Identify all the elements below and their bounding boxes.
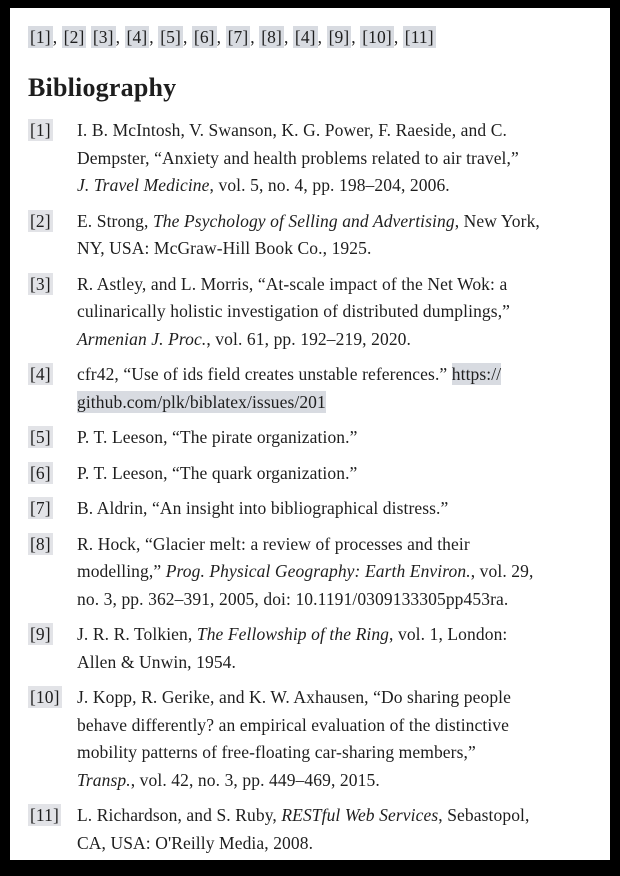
bibliography-entry [28, 621, 596, 676]
entry-label-cell [28, 208, 77, 236]
text-segment: Armenian J. Proc. [77, 328, 207, 349]
entry-text [77, 495, 596, 523]
entry-text-line [77, 649, 596, 677]
text-segment: , vol. 29, [470, 561, 534, 581]
entry-label-cell [28, 621, 77, 649]
text-segment: R. Astley, and L. Morris, “At-scale impact of the Net Wok: a [77, 273, 508, 294]
entry-label-link[interactable]: [11] [30, 805, 59, 825]
text-segment: culinarically holistic investigation of distributed dumplings,” [77, 301, 511, 321]
entry-label-link[interactable]: [3] [30, 273, 51, 294]
text-segment: modelling,” [77, 561, 166, 581]
text-segment: P. T. Leeson, “The pirate organization.” [77, 427, 358, 447]
entry-text-line [77, 802, 596, 830]
text-segment: RESTful Web Services [281, 805, 439, 825]
citation-ref-link[interactable]: [2] [63, 27, 85, 47]
text-segment: J. Travel Medicine [77, 175, 210, 195]
text-segment: , Sebastopol, [438, 805, 530, 825]
entry-text [77, 621, 596, 676]
entry-text-line [77, 739, 596, 767]
entry-text [77, 117, 596, 200]
text-segment: , vol. 5, no. 4, pp. 198–204, 2006. [209, 175, 450, 195]
citation-line [28, 24, 596, 50]
document-page [10, 8, 610, 860]
text-segment: behave differently? an empirical evaluation of the distinctive [77, 714, 510, 735]
entry-text-line [77, 271, 596, 299]
entry-label-cell [28, 271, 77, 299]
bibliography-entry [28, 117, 596, 200]
citation-ref-link[interactable]: [9] [328, 27, 350, 47]
bibliography-entry [28, 531, 596, 614]
text-segment: Dempster, “Anxiety and health problems related to air travel,” [77, 147, 519, 168]
citation-ref-link[interactable]: [4] [126, 27, 148, 47]
entry-text-line [77, 531, 596, 559]
bibliography-entry [28, 271, 596, 354]
text-segment: J. Kopp, R. Gerike, and K. W. Axhausen, “Do sharing people [77, 687, 511, 707]
bibliography-entry [28, 361, 596, 416]
citation-separator: , [393, 27, 403, 47]
citation-ref-link[interactable]: [7] [227, 27, 249, 47]
citation-ref-link[interactable]: [6] [193, 27, 215, 47]
citation-ref-link[interactable]: [4] [294, 27, 316, 47]
text-segment: , vol. 42, no. 3, pp. 449–469, 2015. [130, 769, 380, 790]
citation-ref-link[interactable]: [8] [261, 27, 282, 47]
text-segment: Allen & Unwin, 1954. [77, 651, 237, 672]
entry-text-line [77, 145, 596, 173]
entry-label-link[interactable]: [9] [30, 624, 51, 644]
entry-text-line [77, 235, 596, 263]
citation-separator: , [250, 27, 260, 47]
entry-label-link[interactable]: [6] [30, 462, 51, 483]
entry-label-link[interactable]: [7] [30, 498, 51, 518]
text-segment: The Psychology of Selling and Advertising [152, 210, 455, 231]
entry-label-link[interactable]: [10] [30, 687, 60, 707]
entry-text-line [77, 586, 596, 614]
entry-text [77, 531, 596, 614]
citation-separator: , [52, 27, 62, 47]
entry-label-cell [28, 802, 77, 830]
entry-text-line [77, 361, 596, 389]
entry-text-line [77, 558, 596, 586]
text-segment: Transp. [77, 769, 131, 790]
entry-label-cell [28, 460, 77, 488]
entry-text-line [77, 172, 596, 200]
citation-separator: , [115, 27, 125, 47]
entry-url-link[interactable]: https:// [451, 364, 502, 384]
entry-label-cell [28, 117, 77, 145]
entry-text-line [77, 424, 596, 452]
entry-text-line [77, 830, 596, 858]
entry-text-line [77, 389, 596, 417]
text-segment: R. Hock, “Glacier melt: a review of processes and their [77, 533, 470, 554]
entry-label-link[interactable]: [5] [30, 427, 51, 447]
citation-ref-link[interactable]: [5] [160, 27, 181, 47]
entry-text-line [77, 621, 596, 649]
text-segment: no. 3, pp. 362–391, 2005, doi: 10.1191/0309133305pp453ra. [77, 588, 509, 609]
entry-text [77, 271, 596, 354]
bibliography-list [28, 117, 596, 857]
entry-text [77, 460, 596, 488]
entry-text-line [77, 712, 596, 740]
citation-ref-link[interactable]: [10] [362, 27, 392, 47]
entry-label-cell [28, 684, 77, 712]
citation-separator: , [149, 27, 159, 47]
citation-separator: , [351, 27, 361, 47]
text-segment: CA, USA: O'Reilly Media, 2008. [77, 832, 314, 853]
citation-ref-link[interactable]: [11] [404, 27, 434, 47]
entry-text-line [77, 684, 596, 712]
citation-separator: , [317, 27, 327, 47]
text-segment: , New York, [454, 210, 540, 231]
entry-label-cell [28, 495, 77, 523]
text-segment: The Fellowship of the Ring [196, 624, 390, 644]
bibliography-entry [28, 460, 596, 488]
citation-ref-link[interactable]: [1] [30, 27, 51, 47]
entry-text [77, 684, 596, 794]
citation-ref-link[interactable]: [3] [92, 27, 114, 47]
entry-label-link[interactable]: [2] [30, 210, 51, 231]
citation-separator: , [283, 27, 293, 47]
text-segment: I. B. McIntosh, V. Swanson, K. G. Power, F. Raeside, and C. [77, 120, 507, 140]
entry-label-link[interactable]: [1] [30, 120, 51, 140]
bibliography-entry [28, 684, 596, 794]
entry-text [77, 802, 596, 857]
entry-label-link[interactable]: [4] [30, 364, 51, 384]
text-segment: E. Strong, [77, 210, 153, 231]
entry-label-cell [28, 531, 77, 559]
entry-label-cell [28, 361, 77, 389]
citation-separator: , [182, 27, 192, 47]
entry-text-line [77, 117, 596, 145]
text-segment: NY, USA: McGraw-Hill Book Co., 1925. [77, 238, 372, 258]
bibliography-entry [28, 802, 596, 857]
entry-url-link[interactable]: github.com/plk/biblatex/issues/201 [77, 391, 326, 412]
text-segment: mobility patterns of free-floating car-sharing members,” [77, 742, 476, 762]
text-segment: B. Aldrin, “An insight into bibliographical distress.” [77, 498, 449, 518]
bibliography-entry [28, 495, 596, 523]
citation-separator: , [216, 27, 226, 47]
entry-text [77, 208, 596, 263]
text-segment: J. R. R. Tolkien, [77, 624, 197, 644]
entry-text-line [77, 208, 596, 236]
entry-label-link[interactable]: [8] [30, 533, 51, 554]
entry-text-line [77, 460, 596, 488]
entry-text-line [77, 767, 596, 795]
text-segment: , vol. 61, pp. 192–219, 2020. [206, 328, 411, 349]
entry-text-line [77, 326, 596, 354]
bibliography-entry [28, 208, 596, 263]
entry-text [77, 361, 596, 416]
text-segment: P. T. Leeson, “The quark organization.” [77, 462, 358, 483]
text-segment: , vol. 1, London: [389, 624, 508, 644]
bibliography-entry [28, 424, 596, 452]
text-segment: cfr42, “Use of ids field creates unstable references.” [77, 364, 452, 384]
page-title: Bibliography [28, 73, 177, 102]
text-segment: L. Richardson, and S. Ruby, [77, 805, 282, 825]
entry-text [77, 424, 596, 452]
text-segment: Prog. Physical Geography: Earth Environ. [165, 561, 471, 581]
entry-text-line [77, 495, 596, 523]
entry-label-cell [28, 424, 77, 452]
entry-text-line [77, 298, 596, 326]
